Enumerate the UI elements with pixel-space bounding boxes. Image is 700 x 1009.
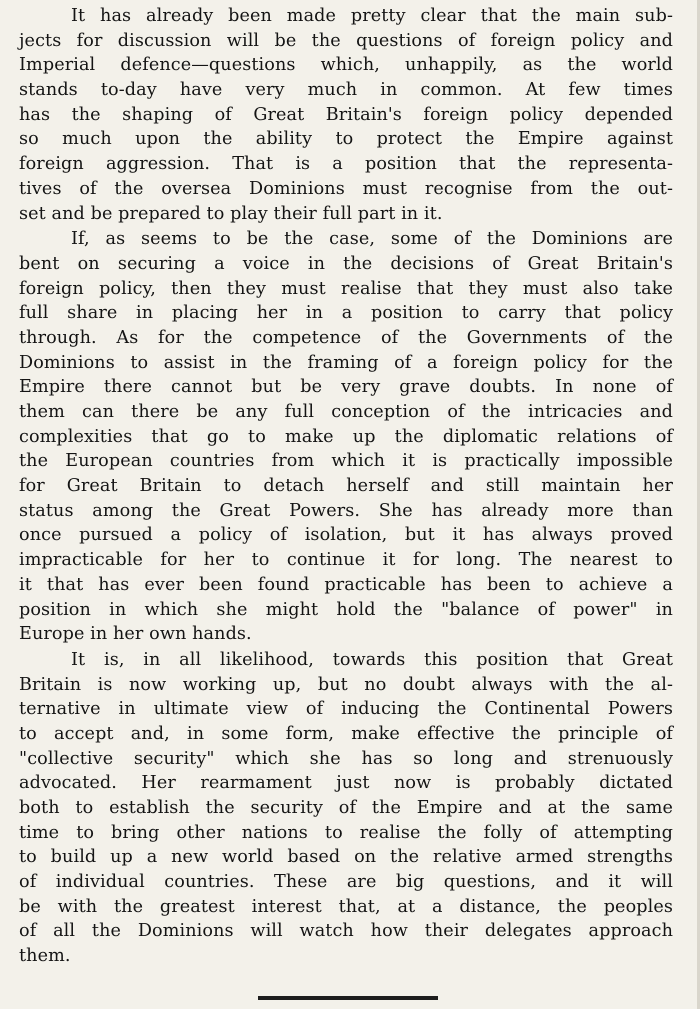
text-line: foreign aggression. That is a position that the representa- bbox=[19, 154, 673, 175]
text-line: them. bbox=[19, 946, 71, 967]
text-line: Empire there cannot but be very grave doubts. In none of bbox=[19, 377, 673, 398]
paragraph-3 bbox=[19, 648, 673, 969]
text-line: Imperial defence—questions which, unhappily, as the world bbox=[19, 55, 673, 76]
end-rule bbox=[258, 996, 438, 1000]
text-line: complexities that go to make up the diplomatic relations of bbox=[19, 426, 673, 447]
text-line: of individual countries. These are big questions, and it will bbox=[19, 872, 673, 893]
text-line: them can there be any full conception of the intricacies and bbox=[19, 402, 673, 422]
text-line: impracticable for her to continue it for long. The nearest to bbox=[19, 550, 673, 571]
text-line: If, as seems to be the case, some of the Dominions are bbox=[71, 229, 673, 250]
text-line: stands to-day have very much in common. At few times bbox=[19, 80, 673, 101]
text-line: jects for discussion will be the questions of foreign policy and bbox=[19, 30, 673, 51]
text-line: full share in placing her in a position to carry that policy bbox=[19, 303, 673, 324]
paragraph-1 bbox=[19, 4, 673, 226]
text-line: both to establish the security of the Empire and at the same bbox=[19, 798, 673, 818]
text-line: for Great Britain to detach herself and still maintain her bbox=[19, 476, 673, 497]
text-line: position in which she might hold the "balance of power" in bbox=[19, 599, 673, 620]
text-line: so much upon the ability to protect the Empire against bbox=[19, 129, 673, 150]
text-line: has the shaping of Great Britain's foreign policy depended bbox=[19, 104, 673, 125]
article-column bbox=[19, 4, 673, 969]
text-line: "collective security" which she has so long and strenuously bbox=[19, 748, 673, 769]
text-line: tives of the oversea Dominions must recognise from the out- bbox=[19, 178, 673, 199]
text-line: be with the greatest interest that, at a distance, the peoples bbox=[19, 896, 673, 917]
text-line: Dominions to assist in the framing of a foreign policy for the bbox=[19, 352, 673, 373]
text-line: It is, in all likelihood, towards this position that Great bbox=[71, 649, 673, 670]
paragraph-2 bbox=[19, 227, 673, 647]
text-line: status among the Great Powers. She has already more than bbox=[19, 500, 673, 521]
text-line: of all the Dominions will watch how their delegates approach bbox=[19, 921, 673, 942]
text-line: set and be prepared to play their full part in it. bbox=[19, 203, 443, 224]
text-line: to build up a new world based on the relative armed strengths bbox=[19, 847, 673, 868]
text-line: Britain is now working up, but no doubt always with the al- bbox=[19, 674, 673, 695]
text-line: to accept and, in some form, make effective the principle of bbox=[19, 723, 673, 744]
text-line: bent on securing a voice in the decisions of Great Britain's bbox=[19, 253, 673, 274]
text-line: ternative in ultimate view of inducing the Continental Powers bbox=[19, 699, 673, 720]
text-line: advocated. Her rearmament just now is probably dictated bbox=[19, 773, 673, 794]
text-line: It has already been made pretty clear that the main sub- bbox=[71, 6, 673, 26]
text-line: time to bring other nations to realise the folly of attempting bbox=[19, 822, 673, 843]
text-line: Europe in her own hands. bbox=[19, 624, 252, 645]
text-line: foreign policy, then they must realise that they must also take bbox=[19, 278, 673, 299]
text-line: the European countries from which it is practically impossible bbox=[19, 451, 673, 472]
text-line: once pursued a policy of isolation, but it has always proved bbox=[19, 525, 673, 546]
text-line: through. As for the competence of the Governments of the bbox=[19, 327, 673, 348]
text-line: it that has ever been found practicable has been to achieve a bbox=[19, 574, 673, 595]
